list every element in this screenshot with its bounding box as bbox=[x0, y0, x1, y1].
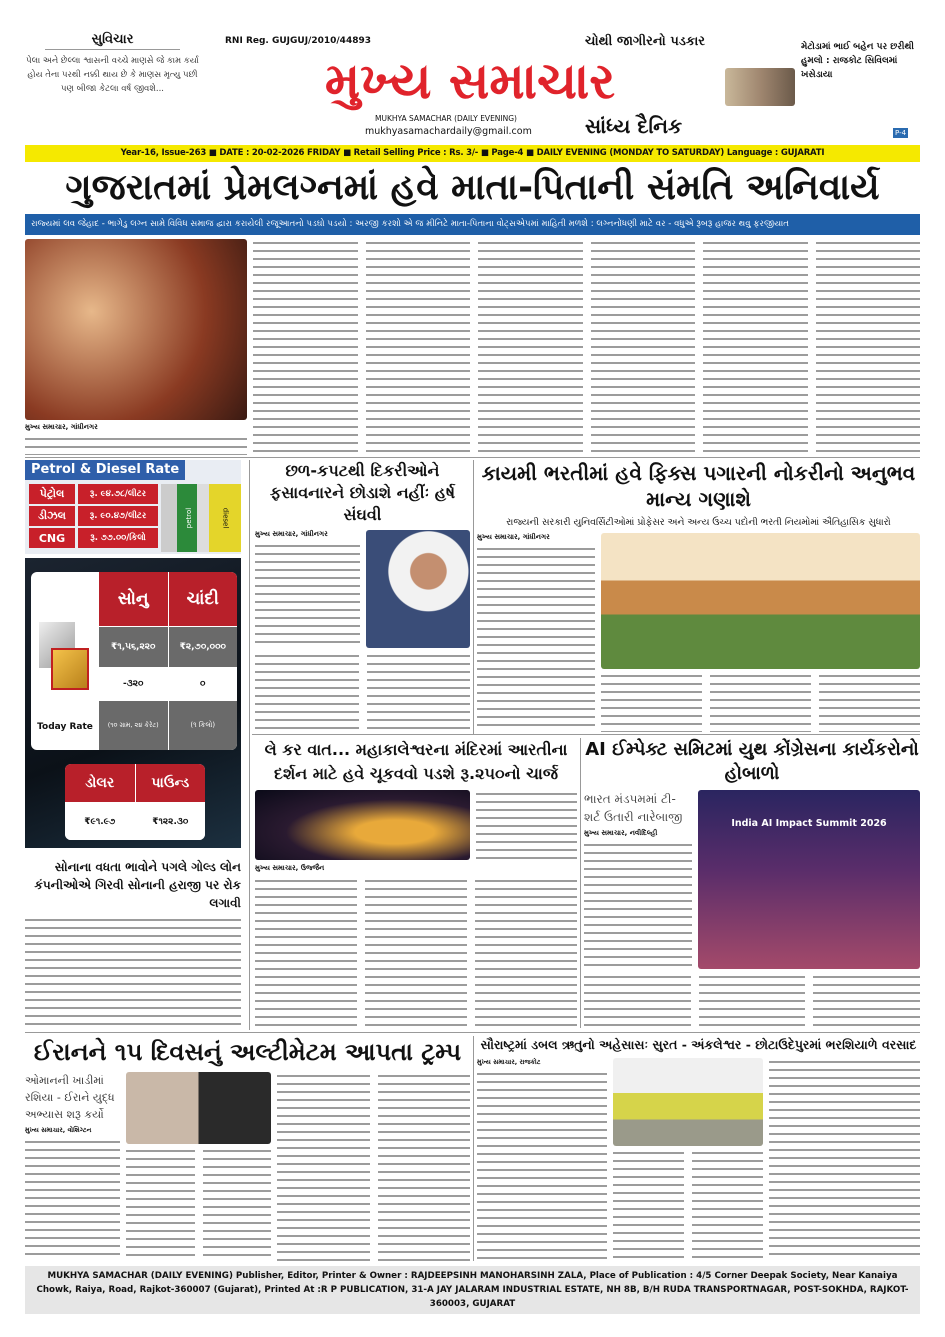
dollar-label: ડોલર bbox=[65, 764, 135, 802]
left-column bbox=[25, 460, 241, 1028]
lead-dateline: મુખ્ય સમાચાર, ગાંધીનગર bbox=[25, 423, 98, 431]
mahakal-temple-photo bbox=[255, 790, 470, 860]
fixed-pay-body-2 bbox=[601, 672, 920, 732]
teaser-page-badge[interactable]: P-4 bbox=[895, 129, 907, 137]
fixed-pay-headline: કાયમી ભરતીમાં હવે ફિક્સ પગારની નોકરીનો અનુભવ માન્ય ગણાશે bbox=[481, 461, 916, 511]
mahakal-headline: લે કર વાત... મહાકાલેશ્વરના મંદિરમાં આરતીના દર્શન માટે હવે ચૂકવવો પડશે રૂ.૨૫૦નો ચાર્જ bbox=[264, 740, 568, 783]
fuel-price: રૂ. ૭૭.૦૦/કિલો bbox=[78, 528, 158, 548]
fixed-pay-body-1 bbox=[477, 545, 595, 732]
ai-summit-story bbox=[584, 738, 920, 1028]
thought-title: સુવિચાર bbox=[45, 32, 180, 50]
pound-label: પાઉન્ડ bbox=[136, 764, 206, 802]
gold-bar-image bbox=[31, 572, 99, 750]
today-rate-label: Today Rate bbox=[37, 722, 93, 732]
harsh-sanghavi-photo bbox=[366, 530, 470, 648]
iran-headline: ઈરાનને ૧૫ દિવસનું અલ્ટીમેટમ આપતા ટ્રમ્પ bbox=[33, 1038, 462, 1066]
ai-summit-headline: AI ઈમ્પેક્ટ સમિટમાં યુથ કોંગ્રેસના કાર્યકરોનો હોબાળો bbox=[585, 739, 919, 784]
gold-unit: (૧૦ ગ્રામ, ૨૪ કેરેટ) bbox=[99, 701, 168, 750]
fixed-pay-subhead: રાજ્યની સરકારી યુનિવર્સિટીઓમાં પ્રોફેસર અને અન્ય ઉચ્ચ પદોની ભરતી નિયમોમાં ઐતિહાસિક સુધારો bbox=[506, 517, 891, 528]
weather-body-3 bbox=[769, 1058, 920, 1261]
fuel-type: પેટ્રોલ bbox=[29, 484, 75, 504]
university-photo bbox=[601, 533, 920, 669]
pound-price: ₹૧૨૨.૩૦ bbox=[136, 803, 206, 840]
lead-headline: ગુજરાતમાં પ્રેમલગ્નમાં હવે માતા-પિતાની સંમતિ અનિવાર્ય bbox=[65, 167, 880, 208]
ai-summit-photo bbox=[698, 790, 920, 969]
iran-body-1 bbox=[25, 1138, 120, 1261]
harsh-sanghavi-story bbox=[255, 460, 470, 732]
mahakal-story bbox=[255, 738, 577, 1028]
teaser-photo bbox=[725, 68, 795, 106]
gold-price: ₹૧,૫૬,૨૨૦ bbox=[99, 627, 168, 667]
fuel-row bbox=[29, 506, 158, 526]
weather-dateline: મુખ્ય સમાચાર, રાજકોટ bbox=[477, 1058, 541, 1066]
lead-story bbox=[25, 166, 920, 455]
weather-body-1 bbox=[477, 1070, 607, 1261]
fuel-row bbox=[29, 484, 158, 504]
pump-label-petrol: petrol bbox=[185, 507, 194, 529]
fixed-pay-dateline: મુખ્ય સમાચાર, ગાંધીનગર bbox=[477, 533, 550, 541]
mahakal-body bbox=[255, 877, 577, 1028]
masthead bbox=[25, 32, 920, 144]
english-name: MUKHYA SAMACHAR (DAILY EVENING) bbox=[375, 114, 517, 123]
silver-unit: (૧ કિલો) bbox=[169, 701, 238, 750]
lead-body-text bbox=[253, 239, 920, 455]
harsh-body-1 bbox=[255, 542, 360, 648]
ai-summit-dateline: મુખ્ય સમાચાર, નવીદિલ્હી bbox=[584, 829, 658, 837]
email: mukhyasamachardaily@gmail.com bbox=[365, 126, 532, 137]
gold-label: સોનુ bbox=[99, 572, 168, 626]
thought-box bbox=[25, 32, 200, 96]
lead-subhead: રાજ્યમાં લવ જેહાદ - ભાગેડુ લગ્ન સામે વિવિધ સમાજ દ્વારા કરાયેલી રજૂઆતનો પડઘો પડયો : અરજી કરશો એ જ મીનિટે માતા-પિતાના વોટ્સએપમાં માહિતી મળશે : લગ્નનોંધણી માટે વર - વધુએ રૂબરૂ હાજર થવુ ફરજીયાત bbox=[25, 214, 920, 235]
mahakal-dateline: મુખ્ય સમાચાર, ઉજ્જૈન bbox=[255, 864, 325, 872]
summit-banner-text: India AI Impact Summit 2026 bbox=[731, 818, 887, 829]
newspaper-logo: મુખ્ય સમાચાર bbox=[324, 52, 616, 110]
fuel-price: રૂ. ૯૦.૪૭/લીટર bbox=[78, 506, 158, 526]
weather-headline: સૌરાષ્ટ્રમાં ડબલ ઋતુનો અહેસાસઃ સુરત - અંકલેશ્વર - છોટાઉદેપુરમાં ભરશિયાળે વરસાદ bbox=[480, 1037, 917, 1052]
imprint-footer: MUKHYA SAMACHAR (DAILY EVENING) Publisher, Editor, Printer & Owner : RAJDEEPSINH MANOHARSINH ZALA, Place of Publication : 4/5 Corner Deepak Society, Near Kanaiya Chowk, Raiya, Road, Rajkot-360007 (Gujarat), Printed At :R P PUBLICATION, 31-A JAY JALARAM INDUSTRIAL ESTATE, NH 8B, B/H RUDA TRANSPORTNAGAR, POST-SOKHDA, RAJKOT-360003, GUJARAT bbox=[25, 1266, 920, 1314]
fixed-pay-story bbox=[477, 460, 920, 732]
harsh-dateline: મુખ્ય સમાચાર, ગાંધીનગર bbox=[255, 530, 328, 538]
fuel-pump-image bbox=[161, 484, 241, 552]
ai-summit-body-1 bbox=[584, 841, 692, 969]
weather-body-2 bbox=[613, 1149, 763, 1261]
fuel-price: રૂ. ૯૪.૭૮/લીટર bbox=[78, 484, 158, 504]
iran-story bbox=[25, 1036, 470, 1261]
iran-body-2 bbox=[126, 1147, 271, 1261]
thought-text: પેલા અને છેલ્લા શ્વાસની વચ્ચે માણસે જે કામ કર્યા હોય તેના પરથી નક્કી થાય છે કે માણસ મૃત્યુ પછી પણ બીજા કેટલા વર્ષ જીવશે... bbox=[26, 56, 199, 94]
iran-dateline: મુખ્ય સમાચાર, વોશિંગ્ટન bbox=[25, 1126, 92, 1134]
bullion-rate-box bbox=[25, 558, 241, 848]
gold-loan-body bbox=[25, 916, 241, 1028]
lead-caption-text bbox=[25, 435, 247, 455]
weather-story bbox=[477, 1036, 920, 1261]
iran-subhead: ઓમાનની ખાડીમાં રશિયા - ઈરાને યુદ્ધ અભ્યાસ શરૂ કર્યો bbox=[25, 1074, 115, 1121]
info-bar: Year-16, Issue-263 ■ DATE : 20-02-2026 FRIDAY ■ Retail Selling Price : Rs. 3/- ■ Page-4 ■ DAILY EVENING (MONDAY TO SATURDAY) Language : GUJARATI bbox=[25, 145, 920, 162]
fuel-title: Petrol & Diesel Rate bbox=[25, 460, 185, 480]
silver-label: ચાંદી bbox=[169, 572, 238, 626]
teaser-headline: મેટોડામાં ભાઈ બહેન પર છરીથી હુમલો : રાજકોટ સિવિલમાં ખસેડાયા bbox=[801, 42, 914, 80]
gold-loan-headline: સોનાના વધતા ભાવોને પગલે ગોલ્ડ લોન કંપનીઓએ ગિરવી સોનાની હરાજી પર રોક લગાવી bbox=[34, 860, 241, 910]
trump-khamenei-photo bbox=[126, 1072, 271, 1144]
fuel-row bbox=[29, 528, 158, 548]
silver-price: ₹૨,૭૦,૦૦૦ bbox=[169, 627, 238, 667]
fuel-type: CNG bbox=[29, 528, 75, 548]
silver-change: ૦ bbox=[169, 668, 238, 700]
iran-body-3 bbox=[277, 1072, 470, 1261]
fuel-rate-box bbox=[25, 460, 241, 554]
gold-change: -૩૨૦ bbox=[99, 668, 168, 700]
mahakal-body-side bbox=[476, 790, 577, 860]
dollar-price: ₹૯૧.૯૭ bbox=[65, 803, 135, 840]
lead-photo bbox=[25, 239, 247, 420]
harsh-sanghavi-headline: છળ-કપટથી દિકરીઓને ફસાવનારને છોડાશે નહીંઃ હર્ષ સંઘવી bbox=[269, 461, 456, 524]
ai-summit-subhead: ભારત મંડપમમાં ટી-શર્ટ ઉતારી નારેબાજી bbox=[584, 792, 683, 824]
harsh-body-2 bbox=[255, 652, 470, 732]
tagline: ચોથી જાગીરનો પડકાર bbox=[585, 34, 705, 49]
ai-summit-body-2 bbox=[584, 973, 920, 1028]
rain-tent-photo bbox=[613, 1058, 763, 1146]
rni-number: RNI Reg. GUJGUJ/2010/44893 bbox=[225, 36, 371, 46]
fuel-type: ડીઝલ bbox=[29, 506, 75, 526]
pump-label-diesel: diesel bbox=[221, 507, 230, 529]
evening-daily-label: સાંધ્ય દૈનિક bbox=[585, 114, 683, 138]
